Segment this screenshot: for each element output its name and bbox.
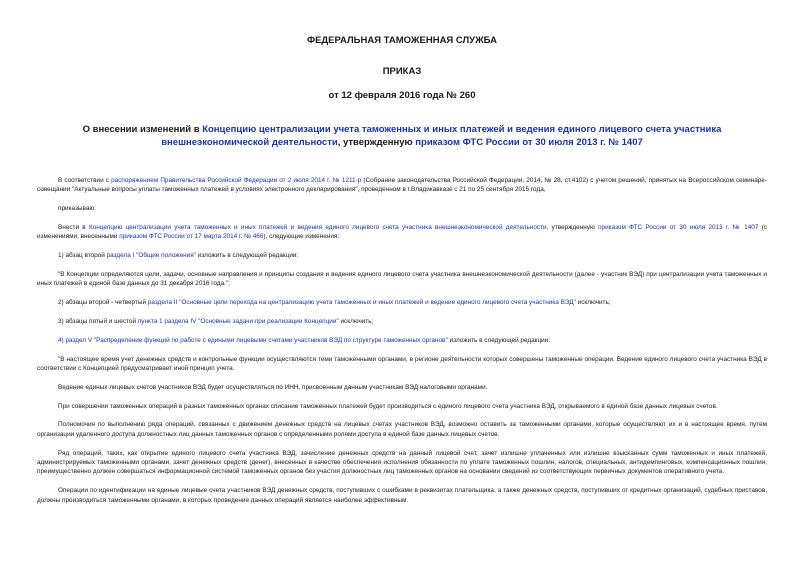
paragraph-orders: приказываю: [58, 205, 96, 213]
item-1 [37, 251, 767, 260]
quote-2: "В настоящее время учет денежных средств и контрольные функции осуществляются теми таможенными органами, в регионе деятельности которых совершены таможенные операции. Ведение единого лицевого счета участника ВЭД в соответствии с Концепцией предусматривает иной принцип учета. [37, 355, 767, 372]
title-order-link[interactable]: приказом ФТС России от 30 июля 2013 г. № 1407 [415, 137, 643, 148]
text: (с изменениями, внесенными [37, 224, 767, 241]
text: 4) [58, 336, 66, 344]
text: изложить в следующей редакции: [447, 336, 551, 344]
concept-link[interactable]: Концепцию централизации учета таможенных и иных платежей и ведения единого лицевого счета участника внешнеэкономической деятельности [88, 224, 547, 231]
text: исключить; [338, 318, 374, 325]
text: 2) абзацы второй - четвертый [58, 299, 148, 307]
text: 1) абзац второй [58, 252, 107, 260]
paragraph-operations: При совершении таможенных операций в разных таможенных органах списание таможенных платежей будет производиться с единого лицевого счета участника ВЭД, открываемого в единой базе данных лицевых счетов. [58, 402, 718, 410]
order-466-link[interactable]: приказом ФТС России от 17 марта 2014 г. № 466 [119, 233, 264, 241]
agency-name: ФЕДЕРАЛЬНАЯ ТАМОЖЕННАЯ СЛУЖБА [306, 35, 498, 46]
document-date-number: от 12 февраля 2016 года № 260 [328, 90, 476, 101]
paragraph-basis [37, 176, 767, 195]
document-type: ПРИКАЗ [382, 66, 422, 77]
section-5-link[interactable]: раздел V "Распределение функций по работе с едиными лицевыми счетами участников ВЭД по структуре таможенных органов" [65, 336, 448, 344]
section-1-link[interactable]: раздела I "Общие положения" [106, 252, 196, 260]
text: изложить в следующей редакции: [195, 252, 299, 260]
item-3 [37, 317, 767, 326]
text: исключить; [575, 299, 611, 307]
text: Внести в [58, 224, 89, 231]
document-body [37, 176, 767, 505]
document-title [37, 123, 767, 149]
section-4-link[interactable]: пункта 1 раздела IV "Основные задачи при реализации Концепции" [137, 318, 339, 325]
order-1407-link[interactable]: приказом ФТС России от 30 июля 2013 г. № 1407 [598, 224, 759, 231]
text: В соответствии с [58, 177, 112, 184]
title-prefix: О внесении изменений в [82, 124, 203, 135]
paragraph-amend [37, 223, 767, 242]
text: 3) абзацы пятый и шестой [58, 318, 138, 325]
title-concept-link[interactable]: Концепцию централизации учета таможенных и иных платежей и ведения единого лицевого счета участника внешнеэкономической деятельности [161, 124, 722, 148]
government-decree-link[interactable]: распоряжением Правительства Российской Федерации от 2 июля 2014 г. № 1211-р [111, 177, 362, 184]
item-4 [37, 336, 767, 345]
text: , утвержденную [546, 224, 599, 231]
paragraph-powers: Полномочия по выполнению ряда операций, связанных с движением денежных средств на лицевых счетах участников ВЭД, возможно оставить за таможенными органами, которые осуществляют их и в настоящее время, путем организации удаленного доступа должностных лиц данных таможенных органов с определенными ролями доступа в единой базе данных лицевых счетов. [37, 421, 767, 438]
title-middle: , утвержденную [337, 137, 416, 148]
paragraph-operations-list: Ряд операций, таких, как открытие единого лицевого счета участника ВЭД, зачисление денежных средств на данный лицевой счет, зачет излишне уплаченных или излишне взысканных сумм таможенных и иных платежей, администрируемых таможенными органами, зачет денежных средств (денег), внесенных в качестве обеспечения исполнения обязанности по уплате таможенных пошлин, налогов, специальных, антидемпинговых, компенсационных пошлин, преимущественно должен совершаться информационной системой таможенных органов без участия должностных лиц таможенных органов на основании сведений из соответствующих первичных документов оперативного учета. [37, 449, 767, 476]
paragraph-identification: Операции по идентификации на единые лицевые счета участников ВЭД денежных средств, поступивших с ошибками в реквизитах плательщика, а также денежных средств, поступивших от кредитных организаций, судебных приставов, должны производиться таможенными органами, в которых проведение данных операций является наиболее эффективным. [37, 487, 767, 504]
paragraph-inn: Ведение единых лицевых счетов участников ВЭД будет осуществляться по ИНН, присвоенным данным участникам ВЭД налоговыми органами. [58, 383, 488, 391]
quote-1: "В Концепции определяются цели, задачи, основные направления и принципы создания и ведения единого лицевого счета участника внешнеэкономической деятельности (далее - участник ВЭД) при централизации учета таможенных и иных платежей в единой базе данных до 31 декабря 2016 года."; [37, 271, 767, 288]
text: ), следующие изменения: [263, 233, 340, 241]
item-2 [37, 298, 767, 307]
section-2-link[interactable]: раздела II "Основные цели перехода на централизацию учета таможенных и иных платежей и ведение единого лицевого счета участника ВЭД" [147, 299, 576, 307]
text: (Собрание законодательства Российской Федерации, 2014, № 28, ст.4102) с учетом решений, принятых на Всероссийском семинаре-совещании "Актуальные вопросы уплаты таможенных платежей в условиях электронного декларирования", проведенном в г.Владикавказе с 21 по 25 сентября 2015 года, [37, 177, 767, 194]
